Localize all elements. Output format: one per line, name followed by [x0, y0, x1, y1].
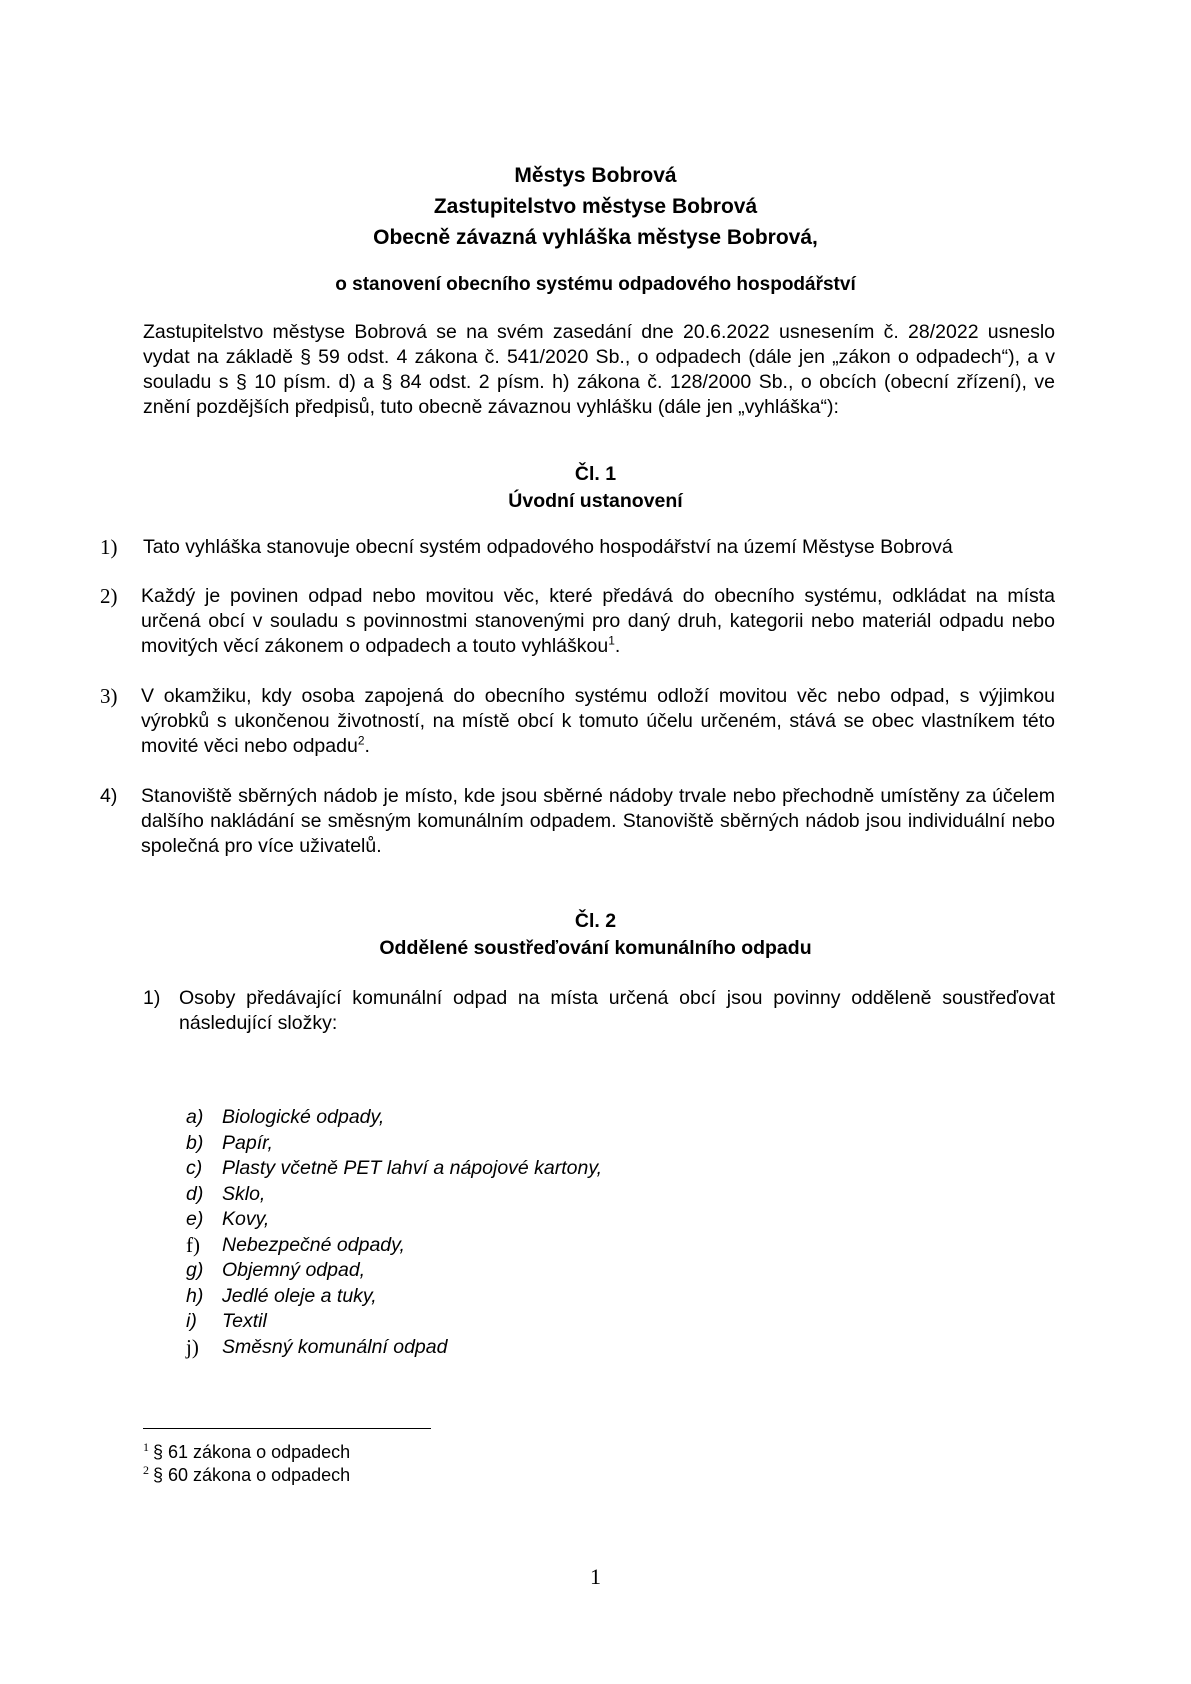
footnote-ref-2: 2 — [357, 733, 365, 748]
article-1-item-3 — [141, 684, 1055, 759]
footnote-2 — [143, 1464, 350, 1486]
article-2-number: Čl. 2 — [574, 910, 617, 932]
list-text: Nebezpečné odpady, — [222, 1233, 405, 1256]
footnote-1 — [143, 1441, 350, 1463]
article-1-title: Úvodní ustanovení — [508, 490, 683, 512]
intro-paragraph: Zastupitelstvo městyse Bobrová se na svém zasedání dne 20.6.2022 usnesením č. 28/2022 usneslo vydat na základě § 59 odst. 4 zákona č. 541/2020 Sb., o odpadech (dále jen „zákon o odpadech“), a v souladu s § 10 písm. d) a § 84 odst. 2 písm. h) zákona č. 128/2000 Sb., o obcích (obecní zřízení), ve znění pozdějších předpisů, tuto obecně závaznou vyhlášku (dále jen „vyhláška“): — [143, 321, 1055, 418]
list-letter: i) — [186, 1310, 197, 1332]
footnote-text: § 61 zákona o odpadech — [153, 1442, 351, 1462]
list-letter: a) — [186, 1106, 204, 1128]
footnote-ref-1: 1 — [608, 633, 615, 648]
document-subtitle: o stanovení obecního systému odpadového hospodářství — [335, 274, 856, 295]
article-1-item-2 — [141, 584, 1055, 659]
list-letter: b) — [186, 1131, 204, 1154]
footnote-mark: 2 — [143, 1463, 149, 1477]
item-text: Každý je povinen odpad nebo movitou věc, které předává do obecního systému, odkládat na místa určená obcí v souladu s povinnostmi stanovenými pro daný druh, kategorii nebo materiál odpadu nebo movitých věcí zákonem o odpadech a touto vyhláškou — [141, 585, 1055, 657]
list-text: Plasty včetně PET lahví a nápojové kartony, — [222, 1157, 603, 1179]
list-letter: e) — [186, 1208, 204, 1230]
list-text: Objemný odpad, — [222, 1259, 366, 1281]
list-text: Kovy, — [222, 1208, 270, 1230]
council-name: Zastupitelstvo městyse Bobrová — [433, 195, 758, 218]
footnote-text: § 60 zákona o odpadech — [153, 1465, 351, 1485]
item-text: V okamžiku, kdy osoba zapojená do obecního systému odloží movitou věc nebo odpad, s výjimkou výrobků s ukončenou životností, na místě obcí k tomuto účelu určeném, stává se obec vlastníkem této movité věci nebo odpadu — [141, 685, 1055, 757]
list-letter: j) — [186, 1334, 199, 1359]
list-letter: f) — [186, 1232, 200, 1257]
list-letter: h) — [186, 1284, 204, 1307]
article-1-number: Čl. 1 — [574, 463, 617, 485]
page-number: 1 — [590, 1564, 601, 1589]
list-text: Biologické odpady, — [222, 1106, 385, 1128]
item-number: 4) — [100, 785, 118, 807]
list-letter: d) — [186, 1182, 204, 1205]
municipality-name: Městys Bobrová — [514, 164, 677, 187]
document-title: Obecně závazná vyhláška městyse Bobrová, — [373, 226, 818, 249]
list-text: Směsný komunální odpad — [222, 1335, 448, 1358]
article-1-item-4: Stanoviště sběrných nádob je místo, kde jsou sběrné nádoby trvale nebo přechodně umístěny za účelem dalšího nakládání se směsným komunálním odpadem. Stanoviště sběrných nádob jsou individuální nebo společná pro více uživatelů. — [141, 785, 1055, 857]
footnote-separator — [143, 1428, 431, 1429]
item-number: 3) — [100, 684, 118, 708]
list-text: Sklo, — [222, 1182, 266, 1205]
item-text-end: . — [614, 635, 621, 657]
item-number: 1) — [100, 535, 118, 559]
item-number: 1) — [143, 987, 161, 1009]
item-text-end: . — [364, 735, 370, 757]
item-text: Tato vyhláška stanovuje obecní systém odpadového hospodářství na území Městyse Bobrová — [143, 536, 953, 558]
footnote-mark: 1 — [143, 1440, 149, 1454]
list-letter: g) — [186, 1259, 204, 1281]
item-number: 2) — [100, 584, 118, 608]
article-1-item-1 — [143, 535, 1055, 560]
list-text: Jedlé oleje a tuky, — [222, 1284, 377, 1307]
list-text: Textil — [222, 1310, 267, 1332]
article-2-title: Oddělené soustřeďování komunálního odpadu — [379, 937, 812, 959]
list-text: Papír, — [222, 1131, 273, 1154]
list-letter: c) — [186, 1157, 203, 1179]
article-2-item-1: Osoby předávající komunální odpad na místa určená obcí jsou povinny odděleně soustřeďovat následující složky: — [179, 987, 1055, 1034]
